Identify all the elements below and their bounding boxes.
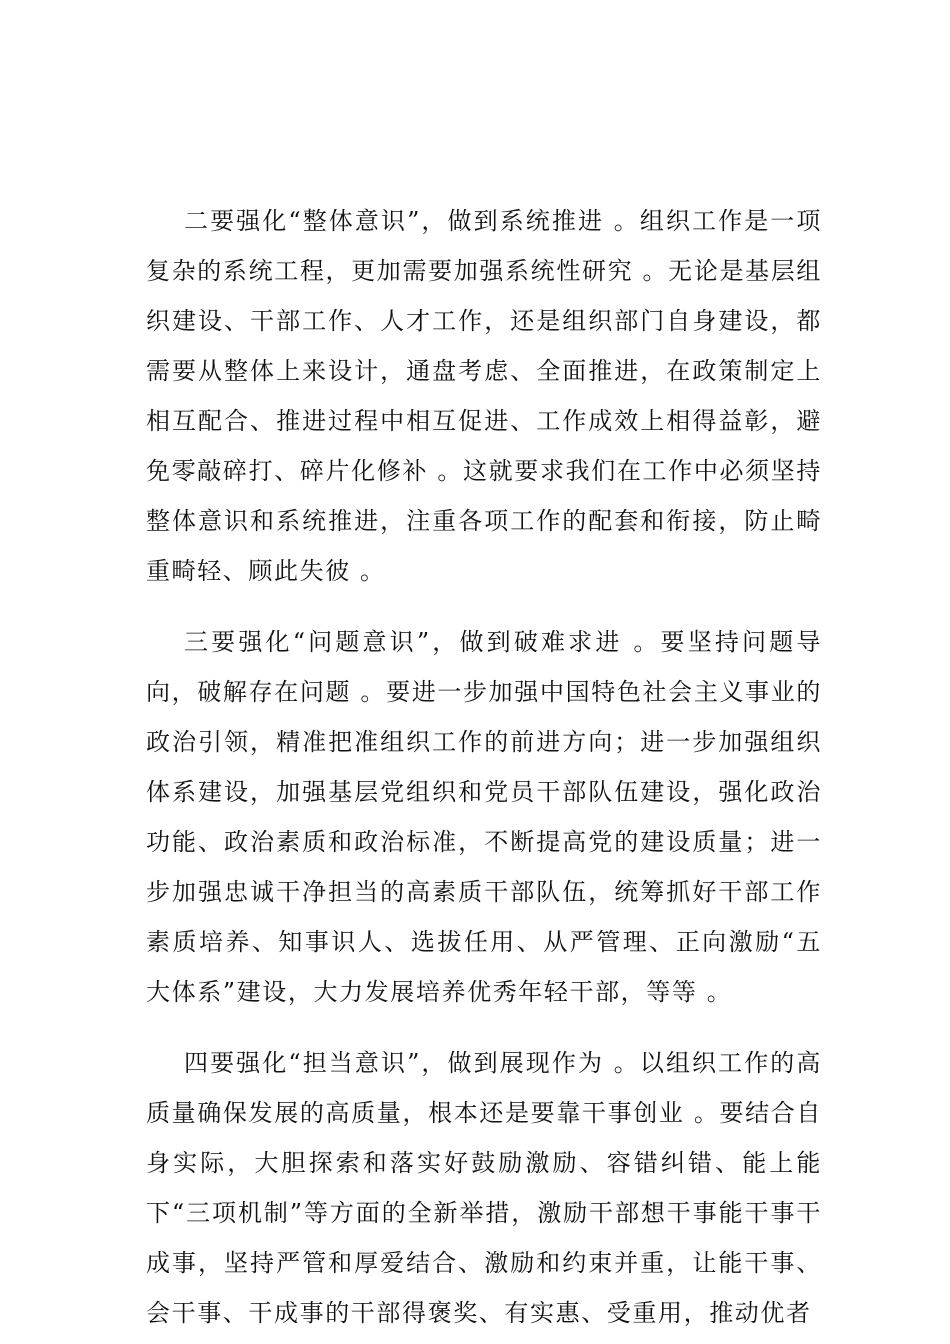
- paragraph-2: 二要强化“整体意识”，做到系统推进 。组织工作是一项复杂的系统工程，更加需要加强系统性研究 。无论是基层组织建设、干部工作、人才工作，还是组织部门自身建设，都需要从整体上来设计，通盘考虑、全面推进，在政策制定上相互配合、推进过程中相互促进、工作成效上相得益彰，避免零敲碎打、碎片化修补 。这就要求我们在工作中必须坚持整体意识和系统推进，注重各项工作的配套和衔接，防止畸重畸轻、顾此失彼 。: [146, 207, 822, 585]
- document-body: [146, 196, 822, 1338]
- paragraph-4: 四要强化“担当意识”，做到展现作为 。以组织工作的高质量确保发展的高质量，根本还是要靠干事创业 。要结合自身实际，大胆探索和落实好鼓励激励、容错纠错、能上能下“三项机制”等方面的全新举措，激励干部想干事能干事干成事，坚持严管和厚爱结合、激励和约束并重，让能干事、会干事、干成事的干部得褒奖、有实惠、受重用，推动优者: [146, 1049, 822, 1327]
- paragraph-3: 三要强化“问题意识”，做到破难求进 。要坚持问题导向，破解存在问题 。要进一步加强中国特色社会主义事业的政治引领，精准把准组织工作的前进方向；进一步加强组织体系建设，加强基层党组织和党员干部队伍建设，强化政治功能、政治素质和政治标准，不断提高党的建设质量；进一步加强忠诚干净担当的高素质干部队伍，统筹抓好干部工作素质培养、知事识人、选拔任用、从严管理、正向激励“五大体系”建设，大力发展培养优秀年轻干部，等等 。: [146, 628, 822, 1006]
